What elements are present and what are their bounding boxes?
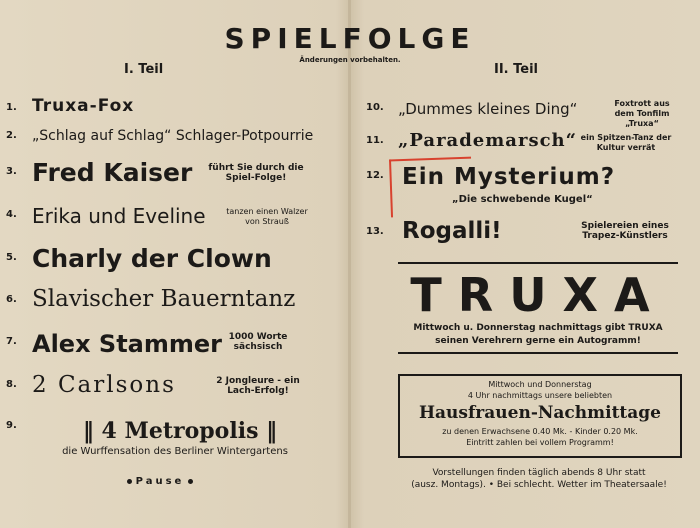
item-title: Ein Mysterium? [402, 164, 616, 190]
page-title: SPIELFOLGE [224, 22, 476, 55]
item-note: die Wurffensation des Berliner Wintergartens [62, 446, 288, 457]
box-text: zu denen Erwachsene 0.40 Mk. - Kinder 0.20 Mk. [442, 427, 638, 436]
item-title: 2 Carlsons [32, 372, 176, 398]
item-number: 4. [6, 209, 17, 220]
footer-text: Vorstellungen finden täglich abends 8 Uhr statt [432, 468, 646, 478]
truxa-note: Mittwoch u. Donnerstag nachmittags gibt TRUXA [413, 323, 663, 333]
item-number: 13. [366, 226, 384, 237]
box-headline: Hausfrauen-Nachmittage [418, 403, 662, 423]
item-note: Spielereien eines Trapez-Künstlers [581, 221, 669, 241]
item-note: „Die schwebende Kugel“ [452, 194, 593, 205]
part2-heading: II. Teil [494, 62, 539, 77]
box-text: Eintritt zahlen bei vollem Programm! [466, 438, 614, 447]
item-number: 1. [6, 102, 17, 113]
item-note: Foxtrott aus dem Tonfilm „Truxa“ [614, 99, 670, 128]
item-number: 6. [6, 294, 17, 305]
item-title: Fred Kaiser [32, 158, 193, 187]
item-title: Slavischer Bauerntanz [32, 286, 296, 312]
item-number: 9. [6, 420, 17, 431]
divider [398, 352, 678, 354]
item-number: 3. [6, 166, 17, 177]
item-number: 10. [366, 102, 384, 113]
item-title: „Dummes kleines Ding“ [398, 100, 578, 118]
item-note: 2 Jongleure - ein Lach-Erfolg! [216, 376, 300, 396]
bullet-icon [188, 479, 193, 484]
item-title: Erika und Eveline [32, 204, 206, 228]
footer-text: (ausz. Montags). • Bei schlecht. Wetter im Theatersaale! [411, 480, 667, 490]
item-number: 11. [366, 135, 384, 146]
item-number: 12. [366, 170, 384, 181]
red-pen-mark [389, 157, 473, 218]
truxa-headline: TRUXA [410, 268, 666, 322]
item-title: „Schlag auf Schlag“ Schlager-Potpourrie [32, 128, 314, 144]
pause-label: Pause [100, 476, 220, 487]
item-number: 2. [6, 130, 17, 141]
item-number: 5. [6, 252, 17, 263]
item-number: 7. [6, 336, 17, 347]
divider [398, 262, 678, 264]
item-number: 8. [6, 379, 17, 390]
part1-heading: I. Teil [124, 62, 164, 77]
item-title: Alex Stammer [32, 330, 222, 358]
item-title: Rogalli! [402, 218, 502, 244]
box-text: Mittwoch und Donnerstag [488, 380, 592, 389]
item-title: Charly der Clown [32, 244, 272, 273]
item-note: 1000 Worte sächsisch [228, 332, 288, 352]
box-text: 4 Uhr nachmittags unsere beliebten [467, 391, 613, 400]
truxa-note: seinen Verehrern gerne ein Autogramm! [435, 336, 641, 346]
item-title: Truxa-Fox [32, 96, 135, 116]
item-title: „Parademarsch“ [398, 130, 577, 151]
item-title: ‖ 4 Metropolis ‖ [82, 418, 278, 444]
item-note: ein Spitzen-Tanz der Kultur verrät [580, 133, 672, 152]
bullet-icon [127, 479, 132, 484]
subtitle: Änderungen vorbehalten. [299, 56, 401, 64]
item-note: führt Sie durch die Spiel-Folge! [208, 163, 304, 183]
item-note: tanzen einen Walzer von Strauß [226, 207, 308, 226]
